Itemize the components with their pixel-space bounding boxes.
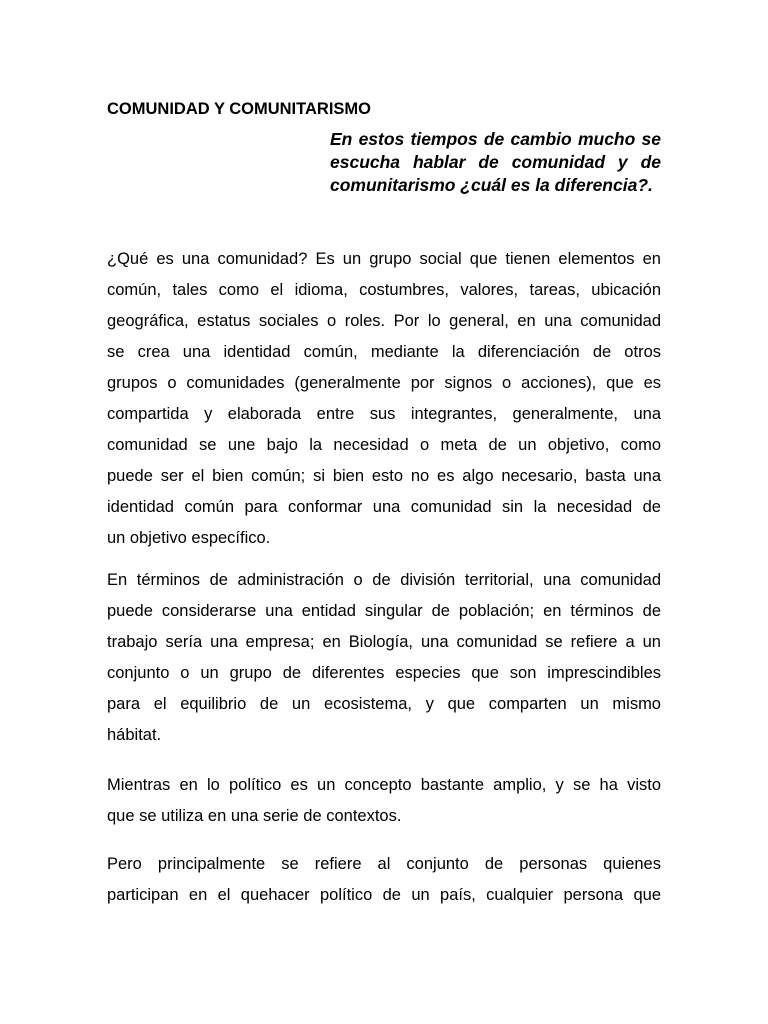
paragraph-line: Pero principalmente se refiere al conjunto de personas quienes — [107, 855, 661, 873]
paragraph-politico — [107, 770, 661, 832]
paragraph-line: hábitat. — [107, 726, 162, 744]
paragraph-line: grupos o comunidades (generalmente por signos o acciones), que es — [107, 374, 661, 392]
paragraph-line: geográfica, estatus sociales o roles. Por lo general, en una comunidad — [107, 312, 661, 330]
paragraph-comunidad-definicion — [107, 244, 661, 554]
epigraph-line: comunitarismo ¿cuál es la diferencia?. — [330, 175, 653, 195]
paragraph-line: para el equilibrio de un ecosistema, y que comparten un mismo — [107, 695, 661, 713]
epigraph — [330, 128, 661, 197]
paragraph-line: se crea una identidad común, mediante la diferenciación de otros — [107, 343, 661, 361]
paragraph-line: En términos de administración o de división territorial, una comunidad — [107, 571, 661, 589]
epigraph-line: En estos tiempos de cambio mucho se — [330, 129, 661, 149]
epigraph-line: escucha hablar de comunidad y de — [330, 152, 661, 172]
paragraph-line: comunidad se une bajo la necesidad o meta de un objetivo, como — [107, 436, 661, 454]
paragraph-line: identidad común para conformar una comunidad sin la necesidad de — [107, 498, 661, 516]
paragraph-line: Mientras en lo político es un concepto bastante amplio, y se ha visto — [107, 776, 661, 794]
paragraph-line: participan en el quehacer político de un país, cualquier persona que — [107, 886, 661, 904]
paragraph-personas — [107, 849, 661, 911]
paragraph-line: trabajo sería una empresa; en Biología, una comunidad se refiere a un — [107, 633, 661, 651]
paragraph-line: compartida y elaborada entre sus integrantes, generalmente, una — [107, 405, 661, 423]
paragraph-line: puede considerarse una entidad singular de población; en términos de — [107, 602, 661, 620]
paragraph-administracion-biologia — [107, 565, 661, 751]
paragraph-line: conjunto o un grupo de diferentes especies que son imprescindibles — [107, 664, 661, 682]
paragraph-line: que se utiliza en una serie de contextos. — [107, 807, 402, 825]
paragraph-line: ¿Qué es una comunidad? Es un grupo social que tienen elementos en — [107, 250, 661, 268]
paragraph-line: puede ser el bien común; si bien esto no es algo necesario, basta una — [107, 467, 661, 485]
document-title: COMUNIDAD Y COMUNITARISMO — [107, 100, 371, 118]
paragraph-line: común, tales como el idioma, costumbres, valores, tareas, ubicación — [107, 281, 661, 299]
paragraph-line: un objetivo específico. — [107, 529, 271, 547]
